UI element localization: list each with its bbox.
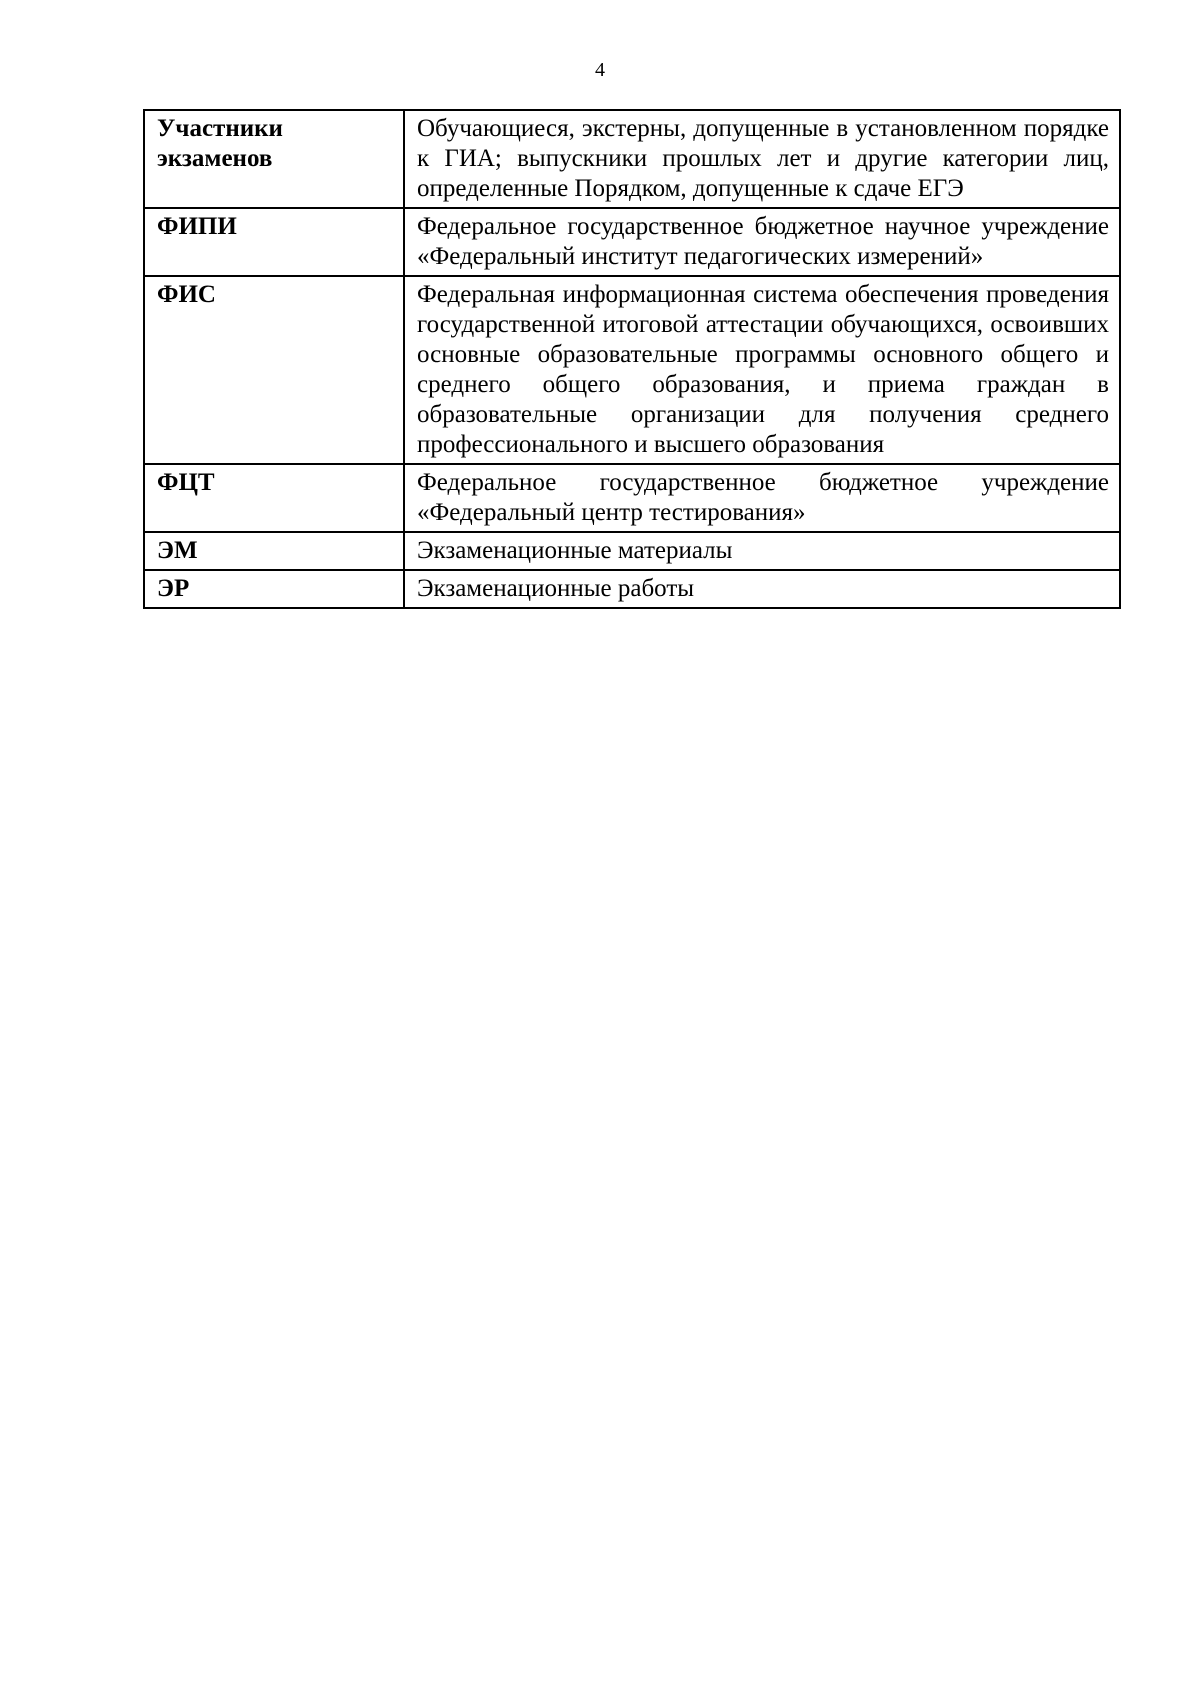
term-cell: ФИПИ xyxy=(144,208,404,276)
page-number: 4 xyxy=(595,59,605,81)
term-cell: ЭМ xyxy=(144,532,404,570)
term-cell: ФИС xyxy=(144,276,404,464)
table-row xyxy=(144,276,1120,464)
definition-cell: Экзаменационные работы xyxy=(404,570,1120,608)
table-row xyxy=(144,110,1120,208)
table-row xyxy=(144,208,1120,276)
table-row xyxy=(144,570,1120,608)
table-row xyxy=(144,464,1120,532)
term-cell: ЭР xyxy=(144,570,404,608)
abbreviations-table xyxy=(143,109,1121,609)
definition-cell: Федеральная информационная система обеспечения проведения государственной итоговой аттестации обучающихся, освоивших основные образовательные программы основного общего и среднего общего образования, и приема граждан в образовательные организации для получения среднего профессионального и высшего образования xyxy=(404,276,1120,464)
definition-cell: Федеральное государственное бюджетное учреждение «Федеральный центр тестирования» xyxy=(404,464,1120,532)
definition-cell: Обучающиеся, экстерны, допущенные в установленном порядке к ГИА; выпускники прошлых лет и другие категории лиц, определенные Порядком, допущенные к сдаче ЕГЭ xyxy=(404,110,1120,208)
definition-cell: Экзаменационные материалы xyxy=(404,532,1120,570)
term-cell: Участники экзаменов xyxy=(144,110,404,208)
table-row xyxy=(144,532,1120,570)
definition-cell: Федеральное государственное бюджетное научное учреждение «Федеральный институт педагогических измерений» xyxy=(404,208,1120,276)
term-cell: ФЦТ xyxy=(144,464,404,532)
